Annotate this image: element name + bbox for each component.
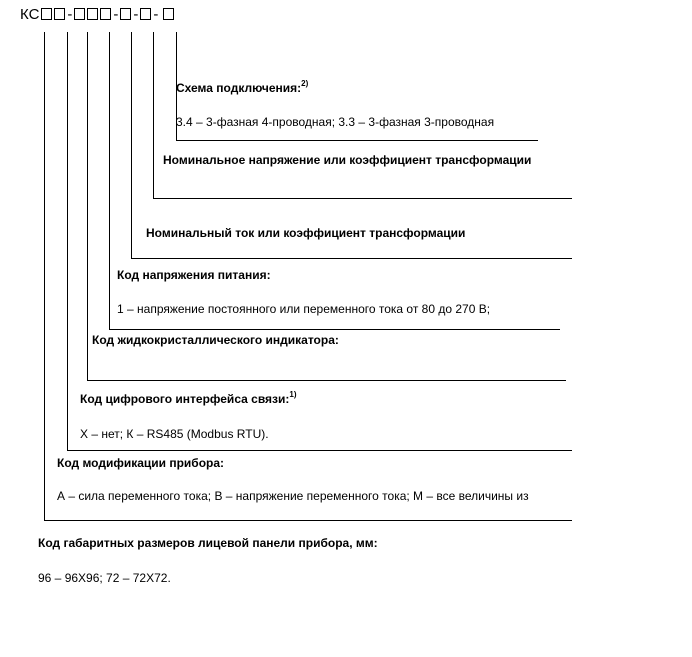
modification-code-title: Код модификации прибора: <box>57 456 225 470</box>
field-title: Схема подключения: <box>176 81 302 95</box>
footnote-mark: 1) <box>289 390 297 399</box>
leader-line <box>153 198 572 199</box>
leader-line <box>44 32 45 521</box>
modification-code-values: А – сила переменного тока; В – напряжение переменного тока; М – все величины из <box>57 489 529 503</box>
code-separator: - <box>113 5 119 23</box>
leader-line <box>176 140 538 141</box>
code-box <box>54 8 65 20</box>
nominal-current-title: Номинальный ток или коэффициент трансформации <box>146 226 466 240</box>
interface-code-values: Х – нет; К – RS485 (Modbus RTU). <box>80 427 269 441</box>
field-title: Код цифрового интерфейса связи: <box>80 392 290 406</box>
code-box <box>120 8 131 20</box>
connection-scheme-values: 3.4 – 3-фазная 4-проводная; 3.3 – 3-фазная 3-проводная <box>176 115 495 129</box>
code-separator: - <box>153 5 159 23</box>
nominal-voltage-title: Номинальное напряжение или коэффициент трансформации <box>163 153 532 167</box>
leader-line <box>109 329 560 330</box>
lcd-code-title: Код жидкокристаллического индикатора: <box>92 333 339 347</box>
leader-line <box>131 32 132 259</box>
leader-line <box>67 450 572 451</box>
code-separator: - <box>133 5 139 23</box>
code-box <box>100 8 111 20</box>
footnote-mark: 2) <box>301 79 309 88</box>
leader-line <box>87 32 88 381</box>
code-box <box>74 8 85 20</box>
connection-scheme-title <box>176 81 308 95</box>
leader-line <box>44 520 572 521</box>
panel-size-values: 96 – 96Х96; 72 – 72Х72. <box>38 571 171 585</box>
code-box <box>163 8 174 20</box>
interface-code-title <box>80 392 297 406</box>
leader-line <box>109 32 110 330</box>
code-prefix: КС <box>20 5 40 23</box>
code-box <box>140 8 151 20</box>
leader-line <box>131 258 572 259</box>
supply-voltage-values: 1 – напряжение постоянного или переменного тока от 80 до 270 В; <box>117 302 491 316</box>
code-box <box>41 8 52 20</box>
supply-voltage-title: Код напряжения питания: <box>117 268 271 282</box>
code-separator: - <box>67 5 73 23</box>
leader-line <box>87 380 566 381</box>
order-code <box>20 3 175 25</box>
panel-size-title: Код габаритных размеров лицевой панели прибора, мм: <box>38 536 378 550</box>
leader-line <box>153 32 154 199</box>
code-box <box>87 8 98 20</box>
leader-line <box>67 32 68 451</box>
